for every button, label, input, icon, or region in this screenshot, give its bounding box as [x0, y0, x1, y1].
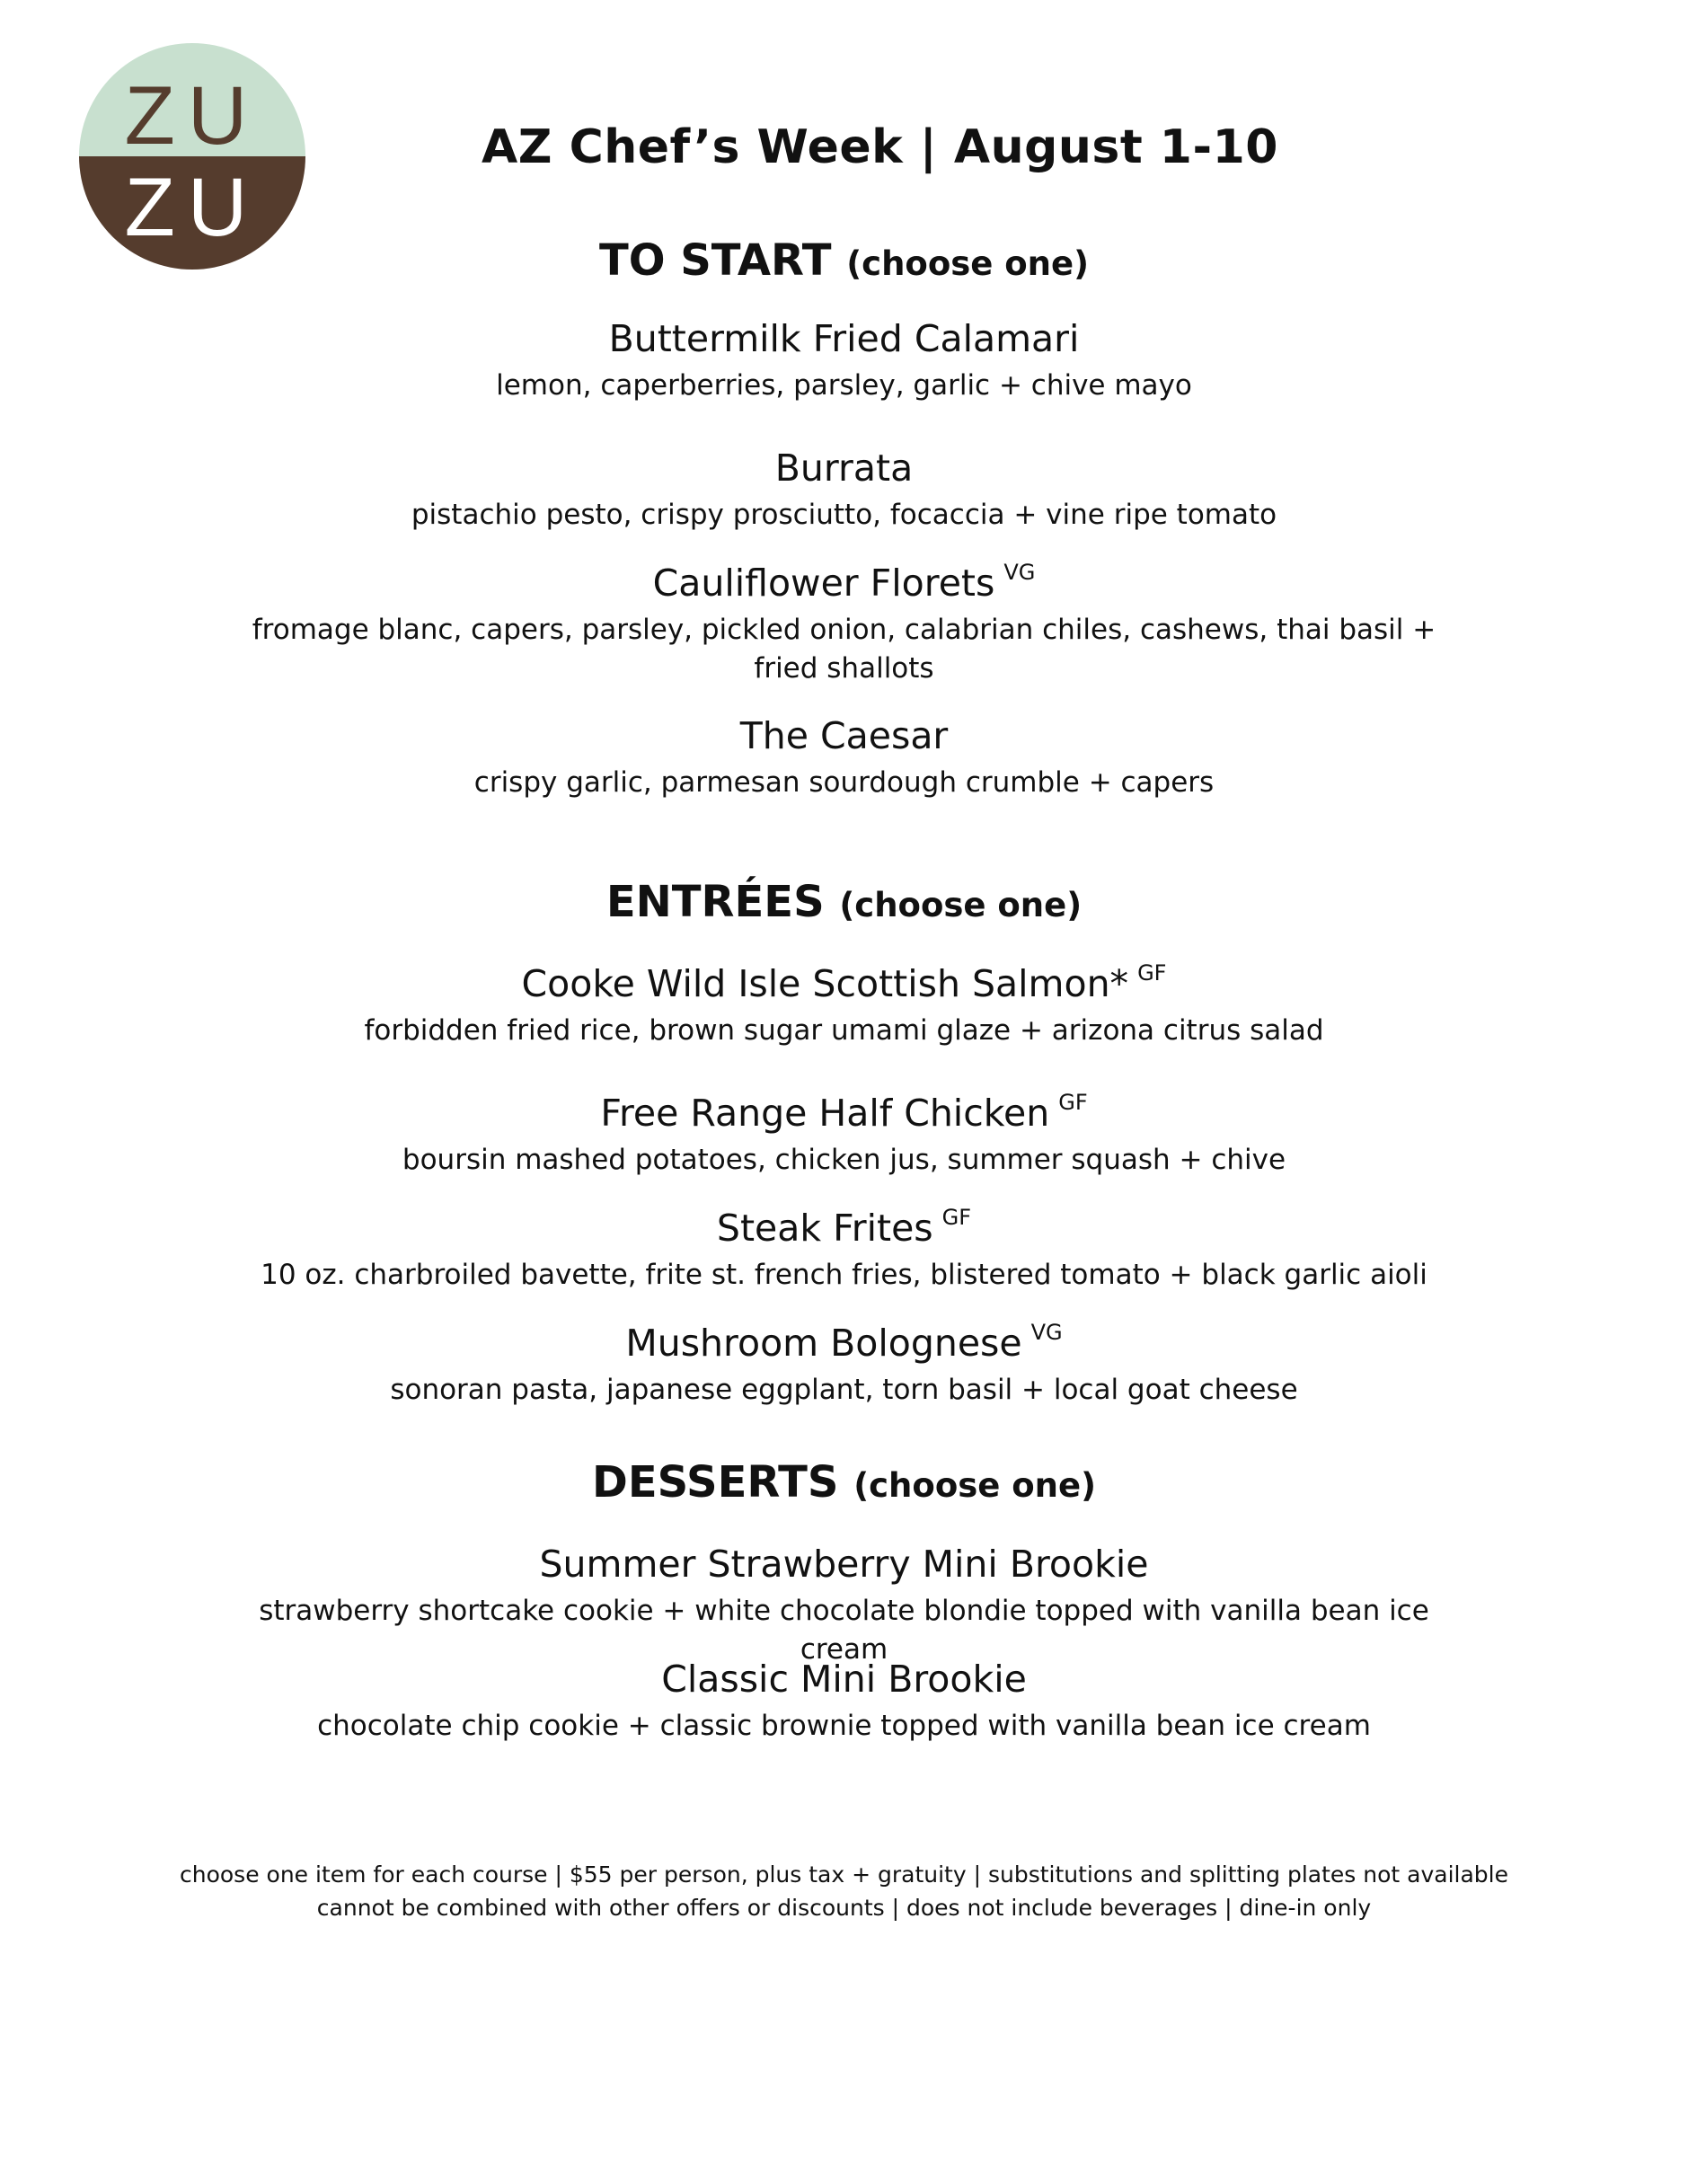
menu-item	[0, 1540, 1688, 1669]
menu-item	[0, 1089, 1688, 1180]
section-heading-to-start	[0, 232, 1688, 293]
menu-footer	[0, 1858, 1688, 1924]
menu-item	[0, 559, 1688, 688]
dietary-tag: VG	[1003, 560, 1036, 585]
item-name-text: Classic Mini Brookie	[661, 1658, 1027, 1701]
dietary-tag: GF	[941, 1205, 972, 1230]
dietary-tag: GF	[1137, 960, 1167, 986]
item-description: fromage blanc, capers, parsley, pickled onion, calabrian chiles, cashews, thai basil + fried shallots	[252, 614, 1436, 685]
item-name-text: Steak Frites	[716, 1207, 933, 1250]
menu-item	[0, 1655, 1688, 1746]
item-name	[0, 559, 1688, 607]
item-name-text: Burrata	[774, 447, 914, 490]
item-description: lemon, caperberries, parsley, garlic + chive mayo	[496, 369, 1192, 402]
item-description: crispy garlic, parmesan sourdough crumble + capers	[473, 766, 1215, 799]
item-name	[0, 1089, 1688, 1137]
section-note: (choose one)	[839, 886, 1083, 924]
item-name-text: Buttermilk Fried Calamari	[608, 317, 1080, 360]
section-note: (choose one)	[853, 1466, 1097, 1505]
menu-item	[0, 959, 1688, 1050]
section-heading-desserts	[0, 1454, 1688, 1515]
item-description: pistachio pesto, crispy prosciutto, focaccia + vine ripe tomato	[411, 499, 1277, 531]
item-description: chocolate chip cookie + classic brownie topped with vanilla bean ice cream	[317, 1710, 1371, 1742]
menu-item	[0, 444, 1688, 535]
item-name-text: Mushroom Bolognese	[625, 1322, 1022, 1365]
footer-line-2: cannot be combined with other offers or discounts | does not include beverages | dine-in only	[316, 1895, 1372, 1921]
item-description: boursin mashed potatoes, chicken jus, summer squash + chive	[402, 1144, 1286, 1176]
item-description: strawberry shortcake cookie + white chocolate blondie topped with vanilla bean ice cream	[259, 1595, 1429, 1666]
item-name	[0, 1204, 1688, 1252]
item-name	[0, 712, 1688, 760]
logo-line-2: ZU	[124, 162, 261, 253]
item-name	[0, 959, 1688, 1008]
item-name-text: Summer Strawberry Mini Brookie	[539, 1543, 1149, 1586]
page-title: AZ Chef’s Week | August 1-10	[482, 120, 1278, 174]
item-name	[0, 1655, 1688, 1703]
item-name-text: Free Range Half Chicken	[600, 1092, 1050, 1135]
logo-line-1: ZU	[124, 70, 261, 162]
item-name-text: Cooke Wild Isle Scottish Salmon*	[521, 962, 1129, 1005]
item-description: sonoran pasta, japanese eggplant, torn basil + local goat cheese	[390, 1374, 1298, 1406]
item-description: 10 oz. charbroiled bavette, frite st. french fries, blistered tomato + black garlic aioli	[261, 1259, 1427, 1291]
section-note: (choose one)	[846, 244, 1090, 283]
dietary-tag: VG	[1030, 1320, 1063, 1345]
footer-line-1: choose one item for each course | $55 per person, plus tax + gratuity | substitutions and splitting plates not available	[180, 1861, 1508, 1888]
menu-item	[0, 1204, 1688, 1295]
menu-item	[0, 712, 1688, 802]
item-name-text: Cauliflower Florets	[652, 561, 995, 605]
section-heading-label: ENTRÉES	[605, 877, 825, 927]
menu-item	[0, 1319, 1688, 1410]
item-name	[0, 1319, 1688, 1367]
section-heading-entrees	[0, 873, 1688, 934]
item-name	[0, 1540, 1688, 1588]
section-heading-label: TO START	[598, 235, 832, 286]
item-description: forbidden fried rice, brown sugar umami glaze + arizona citrus salad	[364, 1014, 1324, 1047]
item-name	[0, 444, 1688, 492]
item-name	[0, 314, 1688, 363]
dietary-tag: GF	[1058, 1090, 1088, 1115]
menu-item	[0, 314, 1688, 405]
item-name-text: The Caesar	[739, 714, 949, 757]
section-heading-label: DESSERTS	[591, 1457, 839, 1508]
